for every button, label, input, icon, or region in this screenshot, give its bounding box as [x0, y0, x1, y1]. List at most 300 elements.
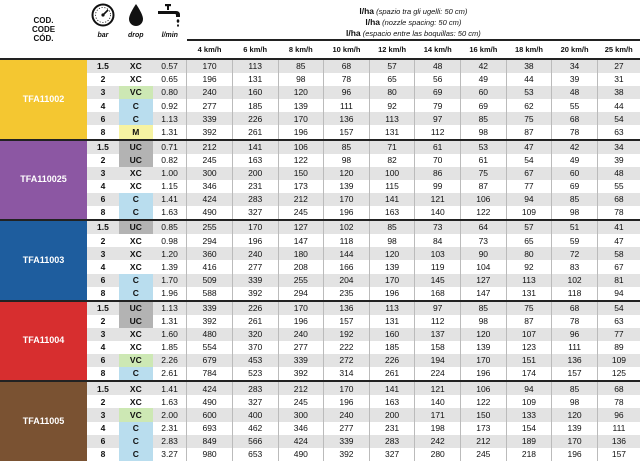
- speed-header-6: 16 km/h: [461, 40, 507, 59]
- rate-cell: 192: [324, 328, 370, 341]
- rate-cell: 588: [187, 287, 233, 301]
- rate-cell: 100: [369, 167, 415, 180]
- rate-cell: 212: [187, 140, 233, 154]
- rate-cell: 424: [278, 435, 324, 448]
- table-row: [0, 260, 640, 273]
- rate-cell: 392: [187, 125, 233, 139]
- drop-size-badge: VC: [119, 354, 153, 367]
- pressure-cell: 4: [100, 342, 106, 353]
- rate-cell: 69: [552, 180, 598, 193]
- rate-cell: 122: [461, 395, 507, 408]
- rate-cell: 120: [461, 328, 507, 341]
- rate-cell: 320: [232, 328, 278, 341]
- flow-rate-cell: 3.27: [161, 449, 178, 460]
- table-row: [0, 220, 640, 234]
- rate-cell: 280: [415, 448, 461, 461]
- rate-cell: 78: [597, 395, 640, 408]
- pressure-cell: 3: [87, 408, 119, 421]
- rate-cell: 136: [597, 435, 640, 448]
- rate-cell: 94: [597, 287, 640, 301]
- pressure-cell: 1.5: [87, 59, 119, 73]
- rate-cell: 78: [552, 315, 598, 328]
- pressure-cell: 1.5: [87, 140, 119, 154]
- rate-cell: 103: [415, 247, 461, 260]
- rate-cell: 97: [415, 112, 461, 125]
- rate-cell: 157: [597, 448, 640, 461]
- rate-cell: 185: [232, 99, 278, 112]
- rate-cell: 54: [506, 154, 552, 167]
- rate-cell: 339: [187, 112, 233, 125]
- rate-cell: 120: [324, 167, 370, 180]
- rate-cell: 118: [324, 234, 370, 247]
- title-it-unit: l/ha: [359, 6, 375, 16]
- rate-cell: 102: [552, 274, 598, 287]
- drop-size-badge: UC: [119, 301, 153, 315]
- code-label-en: CODE: [31, 24, 56, 34]
- rate-cell: 87: [461, 180, 507, 193]
- rate-cell: 980: [187, 448, 233, 461]
- table-row: [0, 274, 640, 287]
- rate-cell: 86: [415, 167, 461, 180]
- rate-cell: 115: [369, 180, 415, 193]
- rate-cell: 196: [369, 287, 415, 301]
- rate-cell: 87: [506, 315, 552, 328]
- rate-cell: 784: [187, 367, 233, 381]
- rate-cell: 121: [415, 381, 461, 395]
- table-row: [0, 99, 640, 112]
- pressure-cell: 4: [100, 261, 106, 272]
- rate-cell: 127: [461, 274, 507, 287]
- table-row: [0, 167, 640, 180]
- rate-cell: 226: [232, 112, 278, 125]
- rate-cell: 63: [597, 315, 640, 328]
- rate-cell: 47: [506, 140, 552, 154]
- flow-rate-cell: 2.83: [153, 435, 187, 448]
- rate-cell: 137: [415, 328, 461, 341]
- rate-cell: 85: [552, 193, 598, 206]
- pressure-cell: 4: [100, 100, 106, 111]
- drop-size-badge: XC: [129, 396, 142, 407]
- drop-size-badge: UC: [119, 140, 153, 154]
- rate-cell: 106: [278, 140, 324, 154]
- rate-cell: 109: [506, 395, 552, 408]
- table-row: [0, 140, 640, 154]
- rate-cell: 300: [187, 167, 233, 180]
- rate-cell: 168: [415, 287, 461, 301]
- nozzle-code-cell: TFA11005: [0, 381, 87, 461]
- pressure-cell: 3: [87, 86, 119, 99]
- drop-size-badge: XC: [119, 59, 153, 73]
- rate-cell: 61: [461, 154, 507, 167]
- pressure-cell: 2: [100, 154, 106, 165]
- pressure-cell: 8: [100, 207, 106, 218]
- rate-cell: 120: [278, 86, 324, 99]
- nozzle-code-cell: TFA11004: [0, 301, 87, 382]
- rate-cell: 170: [187, 59, 233, 73]
- drop-size-badge: XC: [129, 74, 142, 85]
- rate-cell: 139: [369, 260, 415, 273]
- bar-label: bar: [97, 32, 109, 39]
- flow-rate-cell: 0.71: [153, 140, 187, 154]
- rate-cell: 509: [187, 274, 233, 287]
- pressure-cell: 3: [87, 247, 119, 260]
- rate-cell: 34: [552, 59, 598, 73]
- rate-cell: 133: [506, 408, 552, 421]
- rate-cell: 58: [597, 247, 640, 260]
- rate-cell: 80: [369, 86, 415, 99]
- flow-header: [153, 0, 187, 59]
- rate-cell: 277: [232, 260, 278, 273]
- rate-cell: 160: [369, 328, 415, 341]
- rate-cell: 204: [324, 274, 370, 287]
- rate-cell: 131: [369, 125, 415, 139]
- rate-cell: 300: [278, 408, 324, 421]
- rate-cell: 392: [278, 367, 324, 381]
- speed-header-7: 18 km/h: [506, 40, 552, 59]
- flow-rate-cell: 1.41: [153, 381, 187, 395]
- drop-size-badge: C: [119, 422, 153, 435]
- rate-cell: 136: [552, 354, 598, 367]
- nozzle-code-cell: TFA11002: [0, 59, 87, 140]
- drop-size-badge: VC: [119, 86, 153, 99]
- code-label-it: COD.: [33, 15, 54, 25]
- rate-title: [187, 0, 640, 40]
- rate-cell: 98: [278, 73, 324, 86]
- gauge-icon: [87, 3, 119, 31]
- rate-cell: 39: [597, 154, 640, 167]
- pressure-cell: 6: [87, 435, 119, 448]
- rate-cell: 173: [278, 180, 324, 193]
- drop-size-badge: XC: [119, 381, 153, 395]
- title-es-unit: l/ha: [346, 28, 361, 38]
- rate-cell: 139: [324, 180, 370, 193]
- pressure-cell: 8: [100, 287, 106, 298]
- drop-size-badge: XC: [129, 261, 142, 272]
- rate-cell: 141: [232, 140, 278, 154]
- rate-cell: 160: [232, 86, 278, 99]
- rate-cell: 111: [597, 422, 640, 435]
- rate-cell: 480: [187, 328, 233, 341]
- rate-cell: 96: [552, 328, 598, 341]
- table-row: [0, 59, 640, 73]
- rate-cell: 261: [232, 125, 278, 139]
- pressure-cell: 2: [100, 235, 106, 246]
- rate-cell: 70: [415, 154, 461, 167]
- flow-rate-cell: 2.00: [153, 408, 187, 421]
- code-header: [0, 0, 87, 59]
- rate-cell: 147: [278, 234, 324, 247]
- flow-rate-cell: 2.61: [161, 368, 178, 379]
- rate-cell: 98: [369, 234, 415, 247]
- rate-cell: 34: [597, 140, 640, 154]
- rate-cell: 127: [278, 220, 324, 234]
- rate-cell: 75: [506, 112, 552, 125]
- drop-size-badge: UC: [119, 154, 153, 167]
- rate-cell: 200: [232, 167, 278, 180]
- pressure-cell: 4: [100, 422, 106, 433]
- rate-cell: 327: [232, 206, 278, 220]
- rate-cell: 154: [506, 422, 552, 435]
- rate-cell: 113: [369, 112, 415, 125]
- rate-cell: 54: [597, 301, 640, 315]
- rate-cell: 255: [187, 220, 233, 234]
- pressure-cell: 8: [100, 368, 106, 379]
- rate-cell: 80: [506, 247, 552, 260]
- rate-cell: 38: [597, 86, 640, 99]
- drop-size-badge: C: [119, 206, 153, 220]
- rate-cell: 98: [461, 125, 507, 139]
- rate-cell: 73: [461, 234, 507, 247]
- rate-cell: 82: [369, 154, 415, 167]
- drop-size-badge: C: [119, 274, 153, 287]
- rate-cell: 97: [415, 301, 461, 315]
- rate-cell: 90: [461, 247, 507, 260]
- rate-cell: 196: [278, 125, 324, 139]
- rate-cell: 102: [324, 220, 370, 234]
- rate-cell: 109: [597, 354, 640, 367]
- rate-cell: 679: [187, 354, 233, 367]
- rate-cell: 150: [278, 167, 324, 180]
- rate-cell: 48: [552, 86, 598, 99]
- table-row: [0, 287, 640, 301]
- rate-cell: 240: [187, 86, 233, 99]
- table-row: [0, 448, 640, 461]
- flow-rate-cell: 1.13: [153, 112, 187, 125]
- pressure-cell: 2: [100, 316, 106, 327]
- rate-cell: 196: [461, 367, 507, 381]
- rate-cell: 44: [597, 99, 640, 112]
- rate-cell: 96: [597, 408, 640, 421]
- rate-cell: 600: [187, 408, 233, 421]
- pressure-cell: 6: [87, 112, 119, 125]
- rate-cell: 196: [324, 395, 370, 408]
- rate-cell: 51: [552, 220, 598, 234]
- drop-size-badge: C: [119, 448, 153, 461]
- rate-cell: 245: [461, 448, 507, 461]
- rate-cell: 141: [369, 193, 415, 206]
- drop-label: drop: [128, 32, 144, 39]
- rate-cell: 111: [324, 99, 370, 112]
- rate-cell: 75: [506, 301, 552, 315]
- rate-cell: 157: [552, 367, 598, 381]
- drop-size-badge: C: [119, 367, 153, 381]
- rate-cell: 78: [552, 125, 598, 139]
- rate-cell: 98: [461, 315, 507, 328]
- rate-cell: 49: [552, 154, 598, 167]
- drop-size-badge: XC: [119, 328, 153, 341]
- rate-cell: 31: [597, 73, 640, 86]
- rate-cell: 208: [278, 260, 324, 273]
- speed-header-4: 12 km/h: [369, 40, 415, 59]
- speed-header-0: 4 km/h: [187, 40, 233, 59]
- flow-rate-cell: 1.00: [153, 167, 187, 180]
- drop-size-badge: XC: [129, 342, 142, 353]
- code-label-es: CÓD.: [33, 33, 54, 43]
- rate-cell: 255: [278, 274, 324, 287]
- flow-label: l/min: [161, 32, 178, 39]
- rate-cell: 416: [187, 260, 233, 273]
- rate-cell: 170: [232, 220, 278, 234]
- drop-size-badge: VC: [119, 408, 153, 421]
- rate-cell: 89: [597, 341, 640, 354]
- rate-cell: 69: [415, 86, 461, 99]
- rate-cell: 136: [324, 301, 370, 315]
- rate-cell: 261: [369, 367, 415, 381]
- table-row: [0, 73, 640, 86]
- rate-cell: 68: [597, 193, 640, 206]
- flow-rate-cell: 1.13: [153, 301, 187, 315]
- rate-cell: 144: [324, 247, 370, 260]
- drop-size-badge: M: [119, 125, 153, 139]
- rate-cell: 653: [232, 448, 278, 461]
- flow-rate-cell: 0.65: [161, 74, 178, 85]
- rate-cell: 62: [506, 99, 552, 112]
- rate-cell: 346: [187, 180, 233, 193]
- rate-cell: 42: [461, 59, 507, 73]
- drop-size-badge: C: [119, 435, 153, 448]
- rate-cell: 85: [461, 301, 507, 315]
- pressure-cell: 8: [100, 449, 106, 460]
- rate-cell: 111: [552, 341, 598, 354]
- rate-cell: 174: [506, 367, 552, 381]
- speed-header-5: 14 km/h: [415, 40, 461, 59]
- rate-cell: 294: [187, 234, 233, 247]
- rate-cell: 170: [461, 354, 507, 367]
- rate-cell: 222: [324, 341, 370, 354]
- pressure-cell: 2: [100, 74, 106, 85]
- flow-rate-cell: 1.96: [161, 287, 178, 298]
- rate-cell: 226: [232, 301, 278, 315]
- rate-cell: 120: [369, 247, 415, 260]
- flow-rate-cell: 1.15: [161, 181, 178, 192]
- flow-rate-cell: 1.31: [161, 126, 178, 137]
- drop-size-badge: XC: [119, 247, 153, 260]
- rate-cell: 360: [187, 247, 233, 260]
- drop-size-badge: C: [119, 112, 153, 125]
- title-en-note: (nozzle spacing: 50 cm): [380, 18, 462, 27]
- rate-cell: 38: [506, 59, 552, 73]
- rate-cell: 81: [597, 274, 640, 287]
- rate-cell: 242: [415, 435, 461, 448]
- rate-cell: 150: [461, 408, 507, 421]
- rate-cell: 171: [415, 408, 461, 421]
- title-it-note: (spazio tra gli ugelli: 50 cm): [374, 7, 468, 16]
- tap-icon: [153, 3, 187, 31]
- rate-cell: 173: [461, 422, 507, 435]
- rate-cell: 392: [232, 287, 278, 301]
- rate-cell: 212: [461, 435, 507, 448]
- rate-cell: 231: [369, 422, 415, 435]
- rate-cell: 78: [324, 73, 370, 86]
- title-es-note: (espacio entre las boquillas: 50 cm): [360, 29, 481, 38]
- rate-cell: 131: [369, 315, 415, 328]
- table-row: [0, 315, 640, 328]
- rate-cell: 49: [461, 73, 507, 86]
- rate-cell: 59: [552, 234, 598, 247]
- rate-cell: 63: [597, 125, 640, 139]
- flow-rate-cell: 1.20: [153, 247, 187, 260]
- flow-rate-cell: 1.85: [161, 342, 178, 353]
- rate-cell: 122: [461, 206, 507, 220]
- rate-cell: 68: [324, 59, 370, 73]
- rate-cell: 240: [278, 328, 324, 341]
- rate-cell: 131: [506, 287, 552, 301]
- rate-cell: 136: [324, 112, 370, 125]
- rate-cell: 849: [187, 435, 233, 448]
- nozzle-code-cell: TFA11003: [0, 220, 87, 301]
- rate-cell: 53: [506, 86, 552, 99]
- rate-cell: 240: [232, 247, 278, 260]
- rate-cell: 60: [461, 86, 507, 99]
- rate-cell: 339: [324, 435, 370, 448]
- rate-cell: 85: [552, 381, 598, 395]
- rate-cell: 77: [597, 328, 640, 341]
- rate-cell: 57: [506, 220, 552, 234]
- rate-cell: 200: [369, 408, 415, 421]
- table-row: [0, 328, 640, 341]
- table-row: [0, 206, 640, 220]
- pressure-cell: 3: [87, 167, 119, 180]
- title-en-unit: l/ha: [365, 17, 381, 27]
- rate-cell: 42: [552, 140, 598, 154]
- rate-cell: 92: [369, 99, 415, 112]
- pressure-cell: 3: [87, 328, 119, 341]
- rate-cell: 272: [324, 354, 370, 367]
- rate-cell: 79: [415, 99, 461, 112]
- rate-cell: 84: [415, 234, 461, 247]
- rate-cell: 104: [461, 260, 507, 273]
- pressure-cell: 4: [100, 181, 106, 192]
- rate-cell: 453: [232, 354, 278, 367]
- rate-cell: 166: [324, 260, 370, 273]
- rate-cell: 39: [552, 73, 598, 86]
- rate-cell: 245: [278, 395, 324, 408]
- rate-cell: 392: [324, 448, 370, 461]
- rate-cell: 56: [415, 73, 461, 86]
- rate-cell: 196: [552, 448, 598, 461]
- flow-rate-cell: 0.57: [153, 59, 187, 73]
- rate-cell: 72: [552, 247, 598, 260]
- rate-cell: 96: [324, 86, 370, 99]
- rate-cell: 170: [324, 193, 370, 206]
- rate-cell: 424: [187, 193, 233, 206]
- rate-cell: 85: [278, 59, 324, 73]
- speed-header-1: 6 km/h: [232, 40, 278, 59]
- table-row: [0, 381, 640, 395]
- flow-rate-cell: 1.70: [153, 274, 187, 287]
- table-row: [0, 341, 640, 354]
- rate-cell: 314: [324, 367, 370, 381]
- rate-cell: 185: [369, 341, 415, 354]
- rate-cell: 85: [461, 112, 507, 125]
- rate-cell: 112: [415, 315, 461, 328]
- rate-cell: 245: [278, 206, 324, 220]
- flow-rate-cell: 2.31: [161, 422, 178, 433]
- table-row: [0, 435, 640, 448]
- rate-cell: 87: [506, 125, 552, 139]
- rate-cell: 106: [461, 193, 507, 206]
- rate-cell: 226: [369, 354, 415, 367]
- pressure-cell: 8: [100, 126, 106, 137]
- rate-cell: 113: [232, 59, 278, 73]
- rate-cell: 69: [461, 99, 507, 112]
- drop-size-badge: XC: [129, 181, 142, 192]
- rate-cell: 224: [415, 367, 461, 381]
- table-row: [0, 180, 640, 193]
- rate-cell: 370: [232, 341, 278, 354]
- rate-cell: 119: [415, 260, 461, 273]
- rate-cell: 48: [415, 59, 461, 73]
